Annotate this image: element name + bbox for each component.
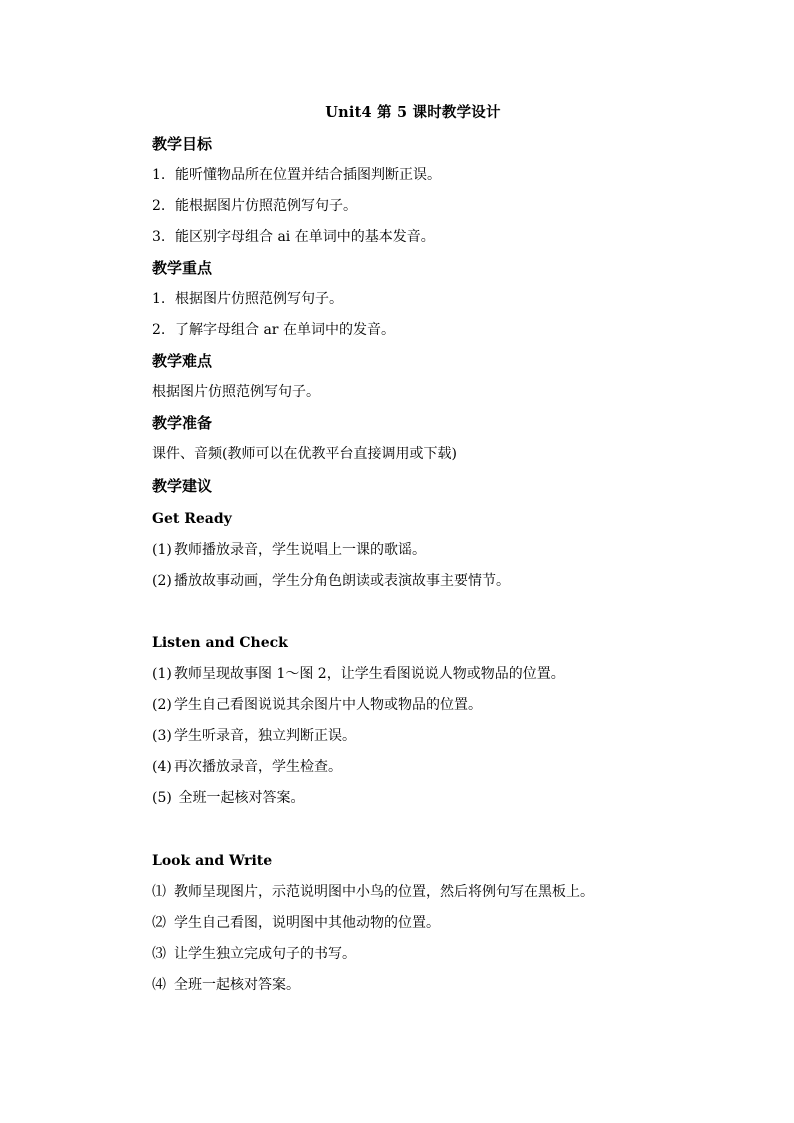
look-write-section — [152, 850, 712, 996]
list-item — [152, 974, 712, 996]
item-number: (4) — [152, 759, 172, 775]
item-number: (2) — [152, 697, 172, 713]
item-text: 了解字母组合 ar 在单词中的发音。 — [175, 322, 395, 338]
item-text: 让学生独立完成句子的书写。 — [174, 946, 356, 962]
key-point-item — [152, 288, 712, 310]
difficulties-text: 根据图片仿照范例写句子。 — [152, 384, 320, 400]
item-text: 教师播放录音，学生说唱上一课的歌谣。 — [174, 542, 426, 558]
item-text: 根据图片仿照范例写句子。 — [175, 291, 343, 307]
list-item — [152, 756, 712, 778]
get-ready-section — [152, 508, 712, 592]
preparation-heading: 教学准备 — [152, 414, 213, 432]
key-points-section — [152, 257, 712, 341]
item-text: 再次播放录音，学生检查。 — [174, 759, 342, 775]
list-item — [152, 881, 712, 903]
item-number: 3. — [152, 229, 166, 245]
item-text: 能根据图片仿照范例写句子。 — [175, 198, 357, 214]
preparation-text: 课件、音频(教师可以在优教平台直接调用或下载) — [152, 446, 457, 462]
key-points-heading: 教学重点 — [152, 259, 213, 277]
item-text: 全班一起核对答案。 — [174, 977, 300, 993]
key-point-item — [152, 319, 712, 341]
list-item — [152, 570, 712, 592]
listen-check-section — [152, 632, 712, 809]
list-item — [152, 725, 712, 747]
item-text: 教师呈现图片，示范说明图中小鸟的位置，然后将例句写在黑板上。 — [174, 884, 594, 900]
list-item — [152, 539, 712, 561]
item-number: 1. — [152, 167, 166, 183]
item-text: 教师呈现故事图 1～图 2，让学生看图说说人物或物品的位置。 — [174, 666, 565, 682]
objective-item — [152, 195, 712, 217]
item-number: ⑷ — [152, 977, 166, 993]
item-text: 学生听录音，独立判断正误。 — [174, 728, 356, 744]
item-text: 全班一起核对答案。 — [174, 790, 305, 806]
document-title: Unit4 第 5 课时教学设计 — [325, 104, 501, 121]
list-item — [152, 943, 712, 965]
item-number: 2. — [152, 322, 166, 338]
objectives-heading: 教学目标 — [152, 135, 213, 153]
listen-check-title: Listen and Check — [152, 635, 288, 651]
preparation-section — [152, 412, 712, 465]
item-text: 播放故事动画，学生分角色朗读或表演故事主要情节。 — [174, 573, 510, 589]
difficulties-section — [152, 350, 712, 403]
list-item — [152, 663, 712, 685]
suggestions-heading: 教学建议 — [152, 477, 213, 495]
item-number: 1. — [152, 291, 166, 307]
item-number: (1) — [152, 542, 172, 558]
objective-item — [152, 226, 712, 248]
item-number: 2. — [152, 198, 166, 214]
item-number: (1) — [152, 666, 172, 682]
item-text: 学生自己看图，说明图中其他动物的位置。 — [174, 915, 440, 931]
list-item — [152, 912, 712, 934]
item-number: (3) — [152, 728, 172, 744]
list-item — [152, 787, 712, 809]
item-number: ⑴ — [152, 884, 166, 900]
suggestions-section — [152, 475, 712, 497]
get-ready-title: Get Ready — [152, 511, 232, 527]
item-number: ⑵ — [152, 915, 166, 931]
item-number: ⑶ — [152, 946, 166, 962]
difficulties-heading: 教学难点 — [152, 352, 213, 370]
item-text: 学生自己看图说说其余图片中人物或物品的位置。 — [174, 697, 482, 713]
item-text: 能听懂物品所在位置并结合插图判断正误。 — [175, 167, 441, 183]
objective-item — [152, 164, 712, 186]
item-text: 能区别字母组合 ai 在单词中的基本发音。 — [175, 229, 435, 245]
list-item — [152, 694, 712, 716]
item-number: (5) — [152, 790, 172, 806]
look-write-title: Look and Write — [152, 853, 273, 869]
objectives-section — [152, 133, 712, 248]
item-number: (2) — [152, 573, 172, 589]
